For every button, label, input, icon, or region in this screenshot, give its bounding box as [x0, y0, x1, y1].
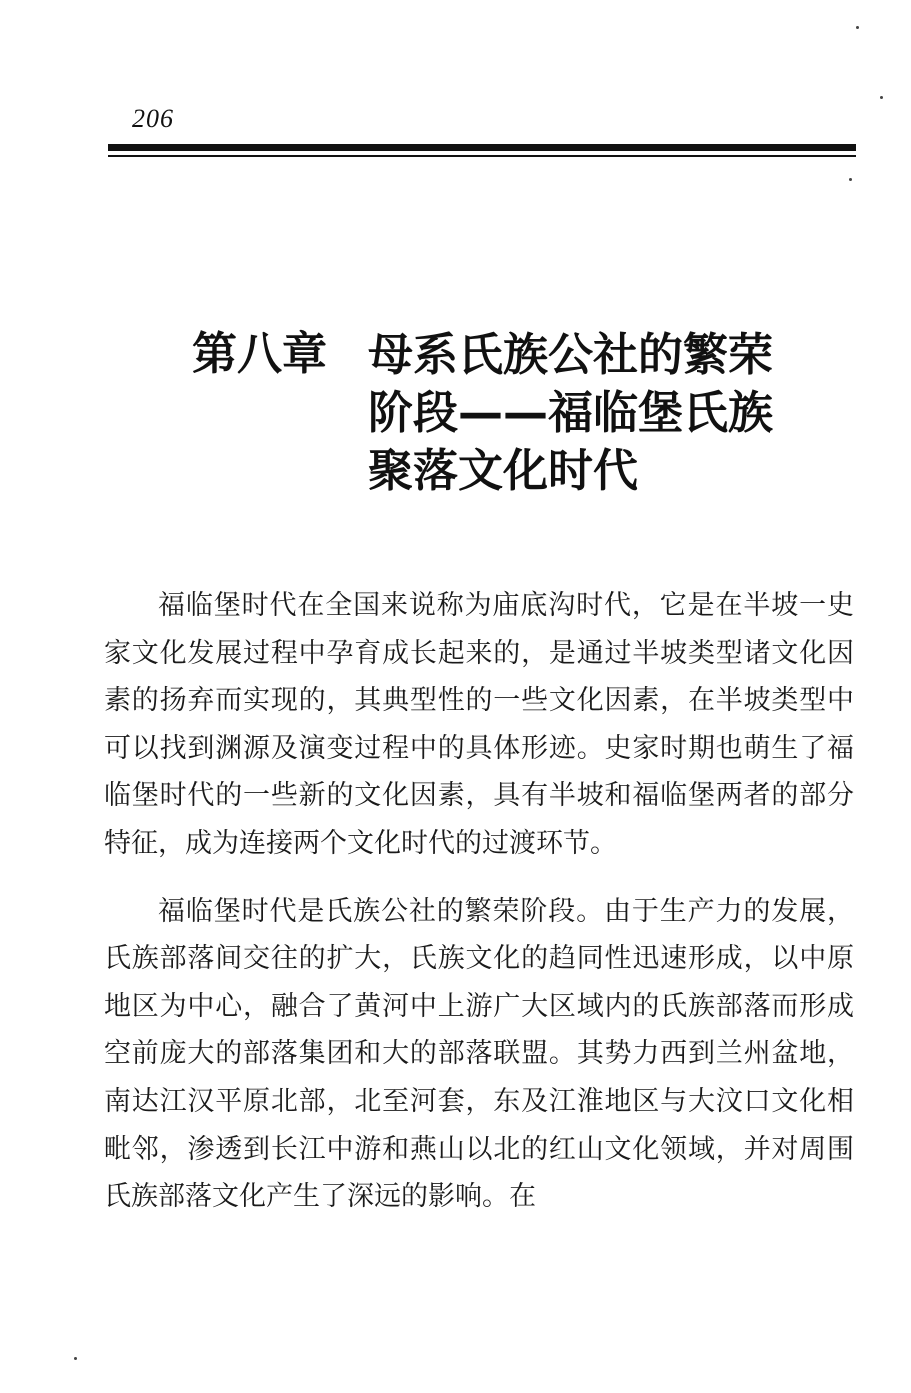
chapter-title-line: 阶段——福临堡氏族 — [368, 386, 774, 439]
scan-speck — [849, 178, 852, 181]
chapter-title — [368, 326, 773, 500]
scan-speck — [856, 26, 859, 29]
chapter-title-line: 母系氏族公社的繁荣 — [368, 328, 774, 381]
header-rule-thin — [108, 155, 856, 157]
chapter-label: 第八章 — [192, 327, 328, 380]
header-rule-thick — [108, 144, 856, 151]
scan-speck — [74, 1357, 77, 1360]
paragraph: 福临堡时代在全国来说称为庙底沟时代，它是在半坡一史家文化发展过程中孕育成长起来的，是通过半坡类型诸文化因素的扬弃而实现的，其典型性的一些文化因素，在半坡类型中可以找到渊源及演变过程中的具体形迹。史家时期也萌生了福临堡时代的一些新的文化因素，具有半坡和福临堡两者的部分特征，成为连接两个文化时代的过渡环节。 — [104, 590, 854, 859]
paragraph: 福临堡时代是氏族公社的繁荣阶段。由于生产力的发展，氏族部落间交往的扩大，氏族文化的趋同性迅速形成，以中原地区为中心，融合了黄河中上游广大区域内的氏族部落而形成空前庞大的部落集团和大的部落联盟。其势力西到兰州盆地，南达江汉平原北部，北至河套，东及江淮地区与大汶口文化相毗邻，渗透到长江中游和燕山以北的红山文化领域，并对周围氏族部落文化产生了深远的影响。在 — [104, 895, 854, 1213]
page-number: 206 — [132, 104, 174, 133]
body-text — [104, 582, 854, 1221]
scan-speck — [880, 96, 883, 99]
chapter-title-line: 聚落文化时代 — [368, 444, 639, 497]
